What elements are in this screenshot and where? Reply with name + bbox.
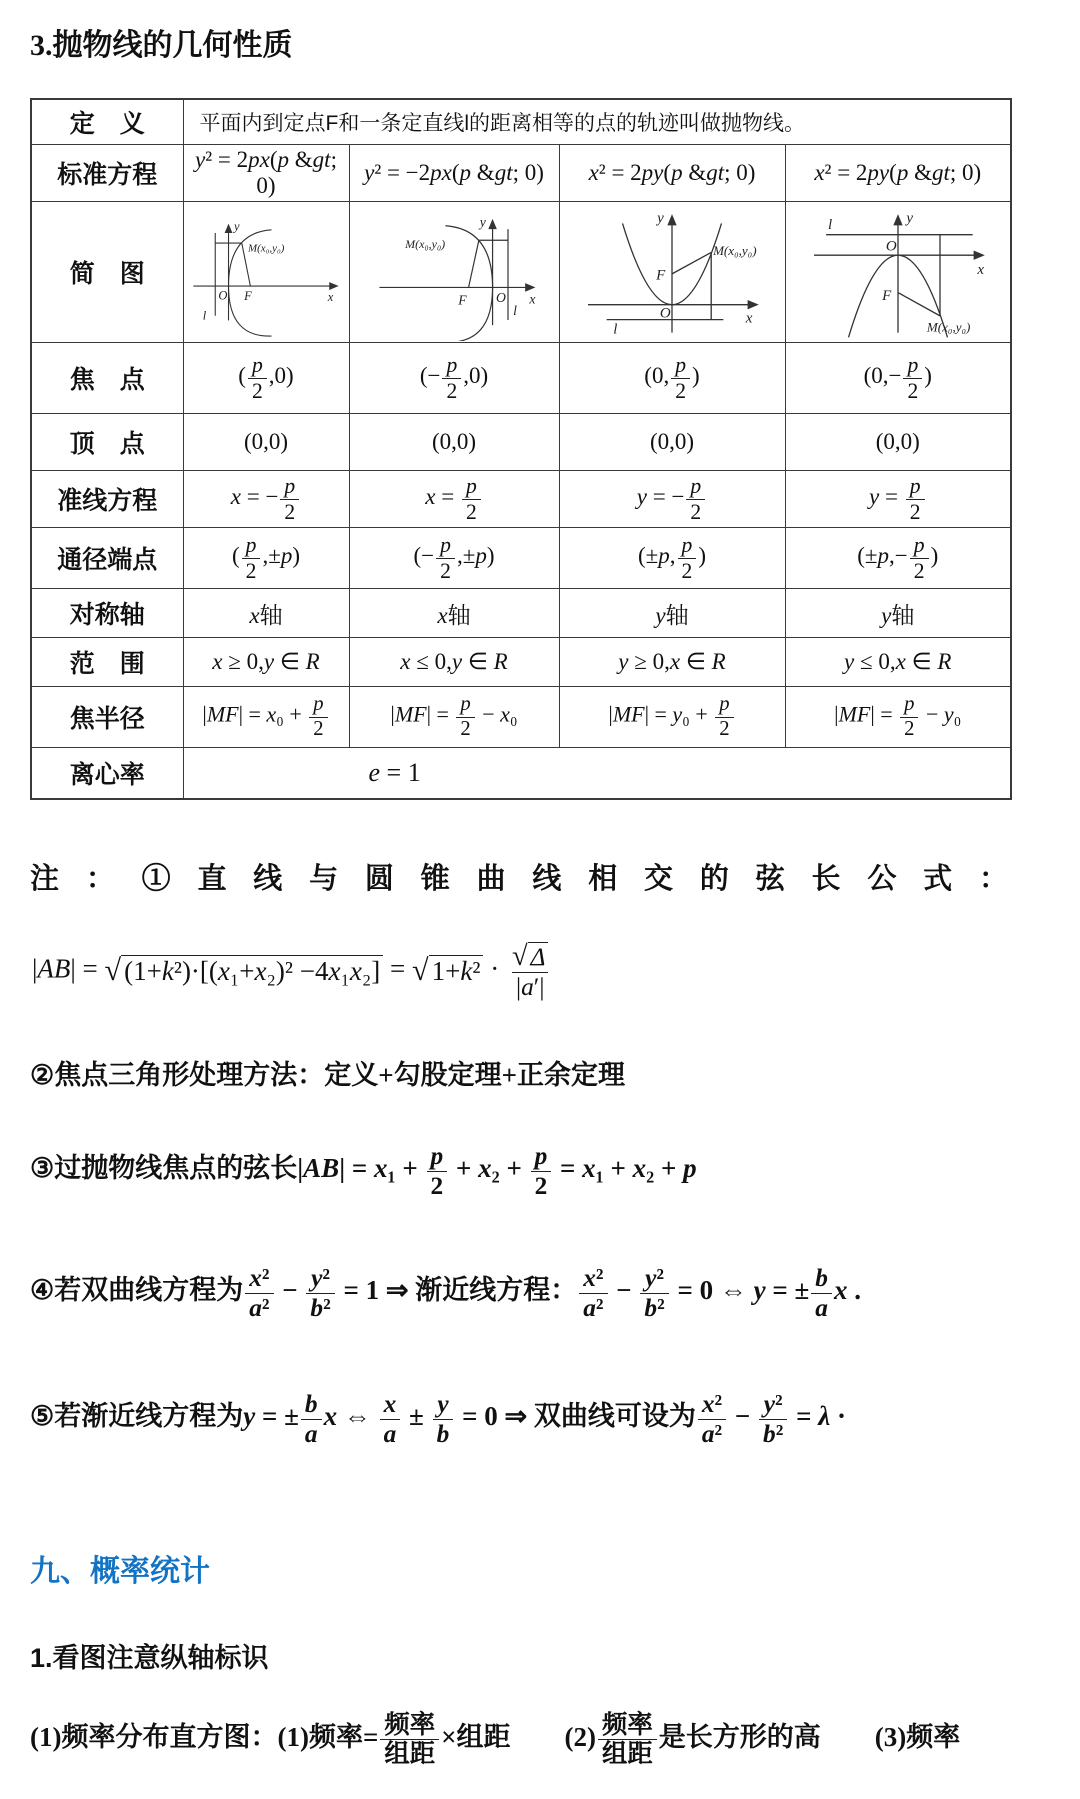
diagram-cell-4: [785, 202, 1011, 343]
label-x: x: [327, 289, 334, 304]
label-directrix: l: [827, 217, 832, 234]
row-vertex: [31, 414, 1011, 471]
label-origin: O: [218, 288, 228, 303]
directrix-4: y = $\frac{p}{2}$: [785, 471, 1011, 528]
note-item-asymptote-hyperbola: ⑤若渐近线方程为y = ± $\frac{b}{a}$ x ⇔ $\frac{x}{a}$ ± $\frac{y}{b}$ = 0 ⇒ 双曲线可设为 $\frac{\text{x²}}{\text{a²}}$ − $\frac{\text{y²}}{\text{b²}}$ = λ ·: [30, 1390, 846, 1448]
diagram-cell-3: [559, 202, 785, 343]
focal-segment: [672, 252, 711, 273]
axis-4: y轴: [785, 589, 1011, 638]
diagram-cell-1: [183, 202, 349, 343]
note-item-hyperbola-asymptote: ④若双曲线方程为 $\frac{\text{x²}}{\text{a²}}$ − $\frac{\text{y²}}{\text{b²}}$ = 1 ⇒ 渐近线方程： $\frac{\text{x²}}{\text{a²}}$ − $\frac{\text{y²}}{\text{b²}}$ = 0 ⇔ y = ± $\frac{b}{a}$ x .: [30, 1264, 861, 1322]
label-y: y: [657, 210, 664, 227]
focus-3: (0, $\frac{p}{2}$ ): [559, 343, 785, 414]
row-label-directrix: 准线方程: [31, 471, 183, 528]
subheading-vertical-axis-note: 1.看图注意纵轴标识: [30, 1642, 269, 1673]
row-symmetry-axis: [31, 589, 1011, 638]
note-chord-length-header: 注 ： ① 直 线 与 圆 锥 曲 线 相 交 的 弦 长 公 式 ：: [30, 863, 1008, 895]
y-axis-arrow: [667, 214, 676, 225]
vertex-4: (0,0): [785, 414, 1011, 471]
y-axis-arrow: [893, 214, 902, 225]
standard-equation-1: y² = 2px(p &gt; 0): [183, 145, 349, 202]
range-1: x ≥ 0,y ∈ R: [183, 638, 349, 687]
focus-2: (− $\frac{p}{2}$ ,0): [349, 343, 559, 414]
range-2: x ≤ 0,y ∈ R: [349, 638, 559, 687]
chord-length-formula: |AB| = √ (1+k²)·[(x₁+x₂)² −4x₁x₂] = √ 1+k² · √ Δ |a′|: [32, 941, 1050, 1001]
standard-equation-3: x² = 2py(p &gt; 0): [559, 145, 785, 202]
label-point-m: M(x₀,y₀): [713, 243, 757, 259]
label-y: y: [479, 214, 486, 230]
eccentricity-value: e = 1: [183, 748, 1011, 800]
page-title: 3.抛物线的几何性质: [30, 29, 293, 62]
label-point-m: M(x₀,y₀): [405, 237, 446, 251]
label-x: x: [977, 261, 984, 278]
label-directrix: l: [613, 321, 618, 338]
row-directrix: [31, 471, 1011, 528]
label-focus: F: [458, 292, 467, 308]
frequency-histogram-line: (1)频率分布直方图：(1)频率= $\frac{\text{频率}}{\text{组距}}$ ×组距 (2) $\frac{\text{频率}}{\text{组距}}$ 是长方形的高 (3)频率: [30, 1710, 961, 1769]
axis-3: y轴: [559, 589, 785, 638]
label-focus: F: [881, 288, 892, 304]
label-x: x: [529, 291, 536, 307]
definition-text: 平面内到定点F和一条定直线l的距离相等的点的轨迹叫做抛物线。: [183, 99, 1011, 145]
focal-segment: [898, 293, 940, 316]
focal-radius-3: |MF| = y₀ + $\frac{p}{2}$: [559, 687, 785, 748]
latus-2: (− $\frac{p}{2}$ ,±p): [349, 528, 559, 589]
row-label-range: 范 围: [31, 638, 183, 687]
directrix-3: y = − $\frac{p}{2}$: [559, 471, 785, 528]
standard-equation-2: y² = −2px(p &gt; 0): [349, 145, 559, 202]
parabola-diagram-right-opening: [184, 203, 348, 341]
row-label-focal-radius: 焦半径: [31, 687, 183, 748]
vertex-1: (0,0): [183, 414, 349, 471]
row-label-diagram: 简 图: [31, 202, 183, 343]
row-latus-endpoints: [31, 528, 1011, 589]
row-label-latus-endpoints: 通径端点: [31, 528, 183, 589]
directrix-1: x = − $\frac{p}{2}$: [183, 471, 349, 528]
y-axis-arrow: [488, 219, 497, 229]
focal-radius-2: |MF| = $\frac{p}{2}$ − x₀: [349, 687, 559, 748]
row-label-symmetry-axis: 对称轴: [31, 589, 183, 638]
row-diagram: [31, 202, 1011, 343]
parabola-diagram-upward-opening: [574, 203, 770, 341]
row-range: [31, 638, 1011, 687]
label-origin: O: [885, 238, 897, 255]
latus-4: (±p,− $\frac{p}{2}$ ): [785, 528, 1011, 589]
row-definition: [31, 99, 1011, 145]
label-directrix: l: [202, 308, 207, 323]
directrix-2: x = $\frac{p}{2}$: [349, 471, 559, 528]
label-point-m: M(x₀,y₀): [248, 242, 285, 255]
range-3: y ≥ 0,x ∈ R: [559, 638, 785, 687]
parabola-diagram-downward-opening: [800, 203, 996, 341]
label-x: x: [745, 310, 753, 327]
y-axis-arrow: [225, 224, 233, 233]
focus-4: (0,− $\frac{p}{2}$ ): [785, 343, 1011, 414]
label-origin: O: [659, 305, 671, 322]
vertex-2: (0,0): [349, 414, 559, 471]
row-label-focus: 焦 点: [31, 343, 183, 414]
label-y: y: [906, 210, 913, 227]
focal-segment: [469, 240, 479, 287]
note-item-focal-chord: ③过抛物线焦点的弦长|AB| = x₁ + $\frac{p}{2}$ + x₂ + $\frac{p}{2}$ = x₁ + x₂ + p: [30, 1142, 697, 1200]
row-label-eccentricity: 离心率: [31, 748, 183, 800]
x-axis-arrow: [973, 251, 984, 260]
parabola-properties-table: [30, 98, 1012, 800]
axis-1: x轴: [183, 589, 349, 638]
row-eccentricity: [31, 748, 1011, 800]
row-focus: [31, 343, 1011, 414]
parabola-diagram-left-opening: [364, 203, 544, 341]
x-axis-arrow: [329, 282, 338, 290]
diagram-cell-2: [349, 202, 559, 343]
label-focus: F: [244, 289, 252, 304]
section-heading-probability-statistics: 九、概率统计: [30, 1554, 210, 1588]
x-axis-arrow: [748, 300, 759, 309]
latus-3: (±p, $\frac{p}{2}$ ): [559, 528, 785, 589]
range-4: y ≤ 0,x ∈ R: [785, 638, 1011, 687]
vertex-3: (0,0): [559, 414, 785, 471]
label-focus: F: [656, 267, 666, 284]
label-directrix: l: [513, 302, 517, 318]
row-label-standard-equation: 标准方程: [31, 145, 183, 202]
focus-1: ( $\frac{p}{2}$ ,0): [183, 343, 349, 414]
note-item-focal-triangle: ②焦点三角形处理方法：定义+勾股定理+正余定理: [30, 1060, 625, 1091]
label-point-m: M(x₀,y₀): [926, 319, 971, 335]
label-origin: O: [496, 290, 506, 305]
standard-equation-4: x² = 2py(p &gt; 0): [785, 145, 1011, 202]
label-y: y: [233, 219, 240, 234]
row-label-vertex: 顶 点: [31, 414, 183, 471]
x-axis-arrow: [525, 283, 535, 292]
row-focal-radius: [31, 687, 1011, 748]
focal-radius-4: |MF| = $\frac{p}{2}$ − y₀: [785, 687, 1011, 748]
row-label-definition: 定 义: [31, 99, 183, 145]
focal-radius-1: |MF| = x₀ + $\frac{p}{2}$: [183, 687, 349, 748]
axis-2: x轴: [349, 589, 559, 638]
latus-1: ( $\frac{p}{2}$ ,±p): [183, 528, 349, 589]
row-standard-equation: [31, 145, 1011, 202]
